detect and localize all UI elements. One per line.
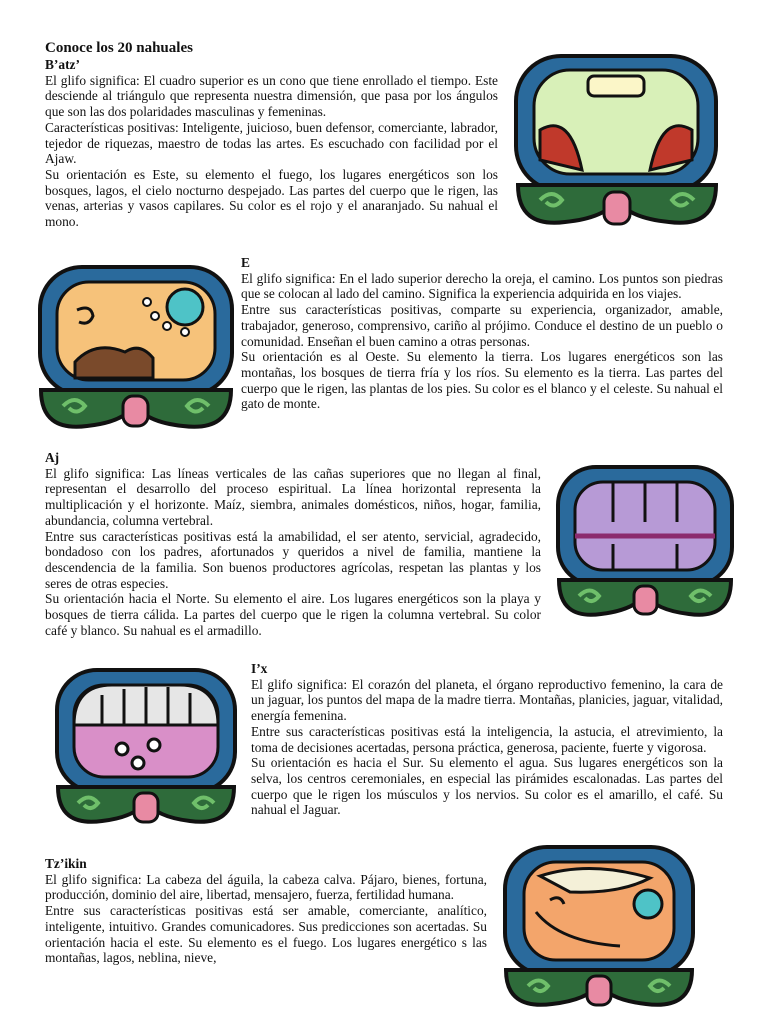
page-title: Conoce los 20 nahuales	[45, 40, 193, 56]
paragraph: Su orientación es al Oeste. Su elemento la tierra. Los lugares energéticos son las montañas, los bosques de tierra fría y los ríos. Su elemento es la tierra. Las partes del cuerpo que le rigen, las plantas de los pies. Su color es el blanco y el celeste. Su nahual el gato de monte.	[241, 349, 723, 412]
paragraph: Su orientación hacia el Norte. Su elemento el aire. Los lugares energéticos son la playa y bosques de tierra cálida. La partes del cuerpo que le rigen la columna vertebral. Su color café y blanco. Su nahual es el armadillo.	[45, 591, 541, 638]
paragraph: Entre sus características positivas está ser amable, comerciante, analítico, inteligente, intuitivo. Grandes comunicadores. Sus predicciones son acertadas. Su orientación hacia el este. Su elemento es el fuego. Los lugares energético s las montañas, lagos, neblina, nieve,	[45, 903, 487, 966]
paragraph: El glifo significa: El corazón del planeta, el órgano reproductivo femenino, la cara de un jaguar, los puntos del mapa de la madre tierra. Montañas, planicies, jaguar, vitalidad, energía femenina.	[251, 676, 723, 724]
e-glyph-icon	[35, 262, 240, 434]
paragraph: Su orientación es hacia el Sur. Su elemento el agua. Sus lugares energéticos son la selva, los centros ceremoniales, en especial las pirámides escalonadas. Las partes del cuerpo que le rigen los músculos y los nervios. Su color es el amarillo, el café. Su nahual el Jaguar.	[251, 755, 723, 818]
tzikin-glyph-icon	[500, 842, 700, 1012]
paragraph: Entre sus características positivas está la inteligencia, la astucia, el atrevimiento, la toma de decisiones acertadas, persona práctica, generosa, paciente, fuerte y vigorosa.	[251, 723, 723, 755]
paragraph: Entre sus características positivas está la amabilidad, el ser atento, servicial, agradecido, bondadoso con los padres, afortunados y queridos a nivel de familia, mantiene la descendencia de la familia. Son buenos productores agrícolas, respetan las plantas y los seres de otras especies.	[45, 528, 541, 591]
batz-glyph-icon	[510, 50, 725, 230]
paragraph: Entre sus características positivas, comparte su experiencia, organizador, amable, trabajador, generoso, comprensivo, cariño al prójimo. Conduce el destino de un pueblo o comunidad. Enseñan el buen camino a otras personas.	[241, 302, 723, 349]
section-heading: I’x	[251, 661, 268, 676]
paragraph: Características positivas: Inteligente, juicioso, buen defensor, comerciante, labrador, tejedor de riquezas, maestro de todas las artes. Es escuchado con facilidad por el Ajaw.	[45, 119, 498, 167]
section-heading: E	[241, 255, 250, 270]
section-batz	[45, 40, 498, 230]
paragraph: El glifo significa: Las líneas verticales de las cañas superiores que no llegan al final, representan el desarrollo del proceso espiritual. La línea horizontal representa la multiplicación y el horizonte. Maíz, siembra, animales domésticos, niños, hogar, familia, abundancia, columna vertebral.	[45, 465, 541, 528]
paragraph: El glifo significa: El cuadro superior es un cono que tiene enrollado el tiempo. Este desciende al triángulo que representa nuestra dimensión, que pasa por los ángulos que son las dos polaridades masculinas y femeninas.	[45, 72, 498, 120]
section-tzikin	[45, 856, 487, 966]
section-heading: Tz’ikin	[45, 856, 87, 871]
section-heading: Aj	[45, 450, 60, 465]
section-ix	[251, 661, 723, 818]
paragraph: Su orientación es Este, su elemento el fuego, los lugares energéticos son los bosques, lagos, el cielo nocturno despejado. Las partes del cuerpo que le rigen, las venas, arterias y vasos capilares. Su color es el rojo y el anaranjado. Su nahual el mono.	[45, 166, 498, 230]
paragraph: El glifo significa: La cabeza del águila, la cabeza calva. Pájaro, bienes, fortuna, producción, dominio del aire, libertad, mensajero, fuerza, fertilidad humana.	[45, 871, 487, 903]
section-e	[241, 255, 723, 412]
paragraph: El glifo significa: En el lado superior derecho la oreja, el camino. Los puntos son piedras que se colocan al lado del camino. Significa la experiencia adquirida en los viajes.	[241, 270, 723, 302]
ix-glyph-icon	[52, 665, 242, 830]
section-heading: B’atz’	[45, 57, 80, 72]
aj-glyph-icon	[553, 462, 738, 622]
section-aj	[45, 450, 541, 638]
